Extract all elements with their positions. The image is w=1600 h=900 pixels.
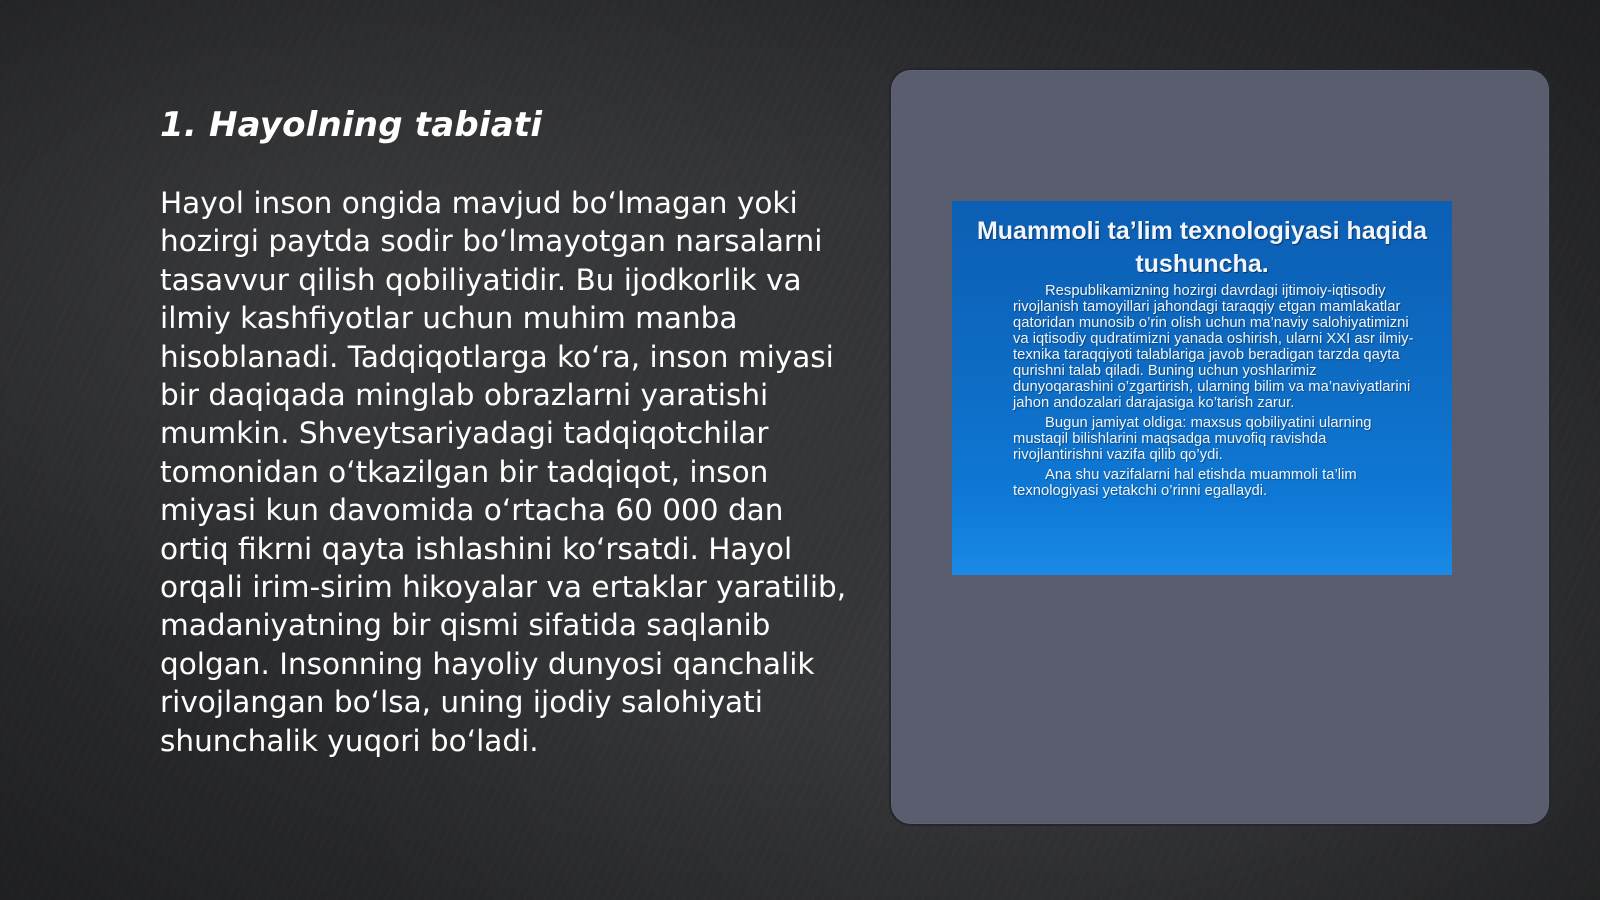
embedded-slide-paragraph-1: Respublikamizning hozirgi davrdagi ijtimoiy-iqtisodiy rivojlanish tamoyillari jahondagi taraqqiy etgan mamlakatlar qatoridan munosib o’rin olish uchun ma’naviy salohiyatimizni va iqtisodiy qudratimizni yanada oshirish, ularni XXI asr ilmiy-texnika taraqqiyoti talablariga javob beradigan tarzda qayta qurishni talab qiladi. Buning uchun yoshlarimiz dunyoqarashini o’zgartirish, ularning bilim va ma’naviyatlarini jahon andozalari darajasiga ko’tarish zarur. (1013, 283, 1414, 411)
slide-body-text: Hayol inson ongida mavjud bo‘lmagan yoki hozirgi paytda sodir bo‘lmayotgan narsalarni tasavvur qilish qobiliyatidir. Bu ijodkorlik va ilmiy kashfiyotlar uchun muhim manba hisoblanadi. Tadqiqotlarga ko‘ra, inson miyasi bir daqiqada minglab obrazlarni yaratishi mumkin. Shveytsariyadagi tadqiqotchilar tomonidan o‘tkazilgan bir tadqiqot, inson miyasi kun davomida o‘rtacha 60 000 dan ortiq fikrni qayta ishlashini ko‘rsatdi. Hayol orqali irim-sirim hikoyalar va ertaklar yaratilib, madaniyatning bir qismi sifatida saqlanib qolgan. Insonning hayoliy dunyosi qanchalik rivojlangan bo‘lsa, uning ijodiy salohiyati shunchalik yuqori bo‘ladi. (160, 186, 847, 758)
image-frame (889, 68, 1551, 826)
embedded-slide-image (952, 201, 1452, 575)
embedded-slide-title: Muammoli ta’lim texnologiyasi haqida tushuncha. (976, 217, 1428, 278)
slide-heading: 1. Hayolning tabiati (160, 105, 543, 145)
embedded-slide-paragraph-3: Ana shu vazifalarni hal etishda muammoli ta’lim texnologiyasi yetakchi o’rinni egallaydi. (1013, 467, 1357, 499)
embedded-slide-paragraph-2: Bugun jamiyat oldiga: maxsus qobiliyatini ularning mustaqil bilishlarini maqsadga muvofiq ravishda rivojlantirishni vazifa qilib qo’ydi. (1013, 415, 1372, 463)
